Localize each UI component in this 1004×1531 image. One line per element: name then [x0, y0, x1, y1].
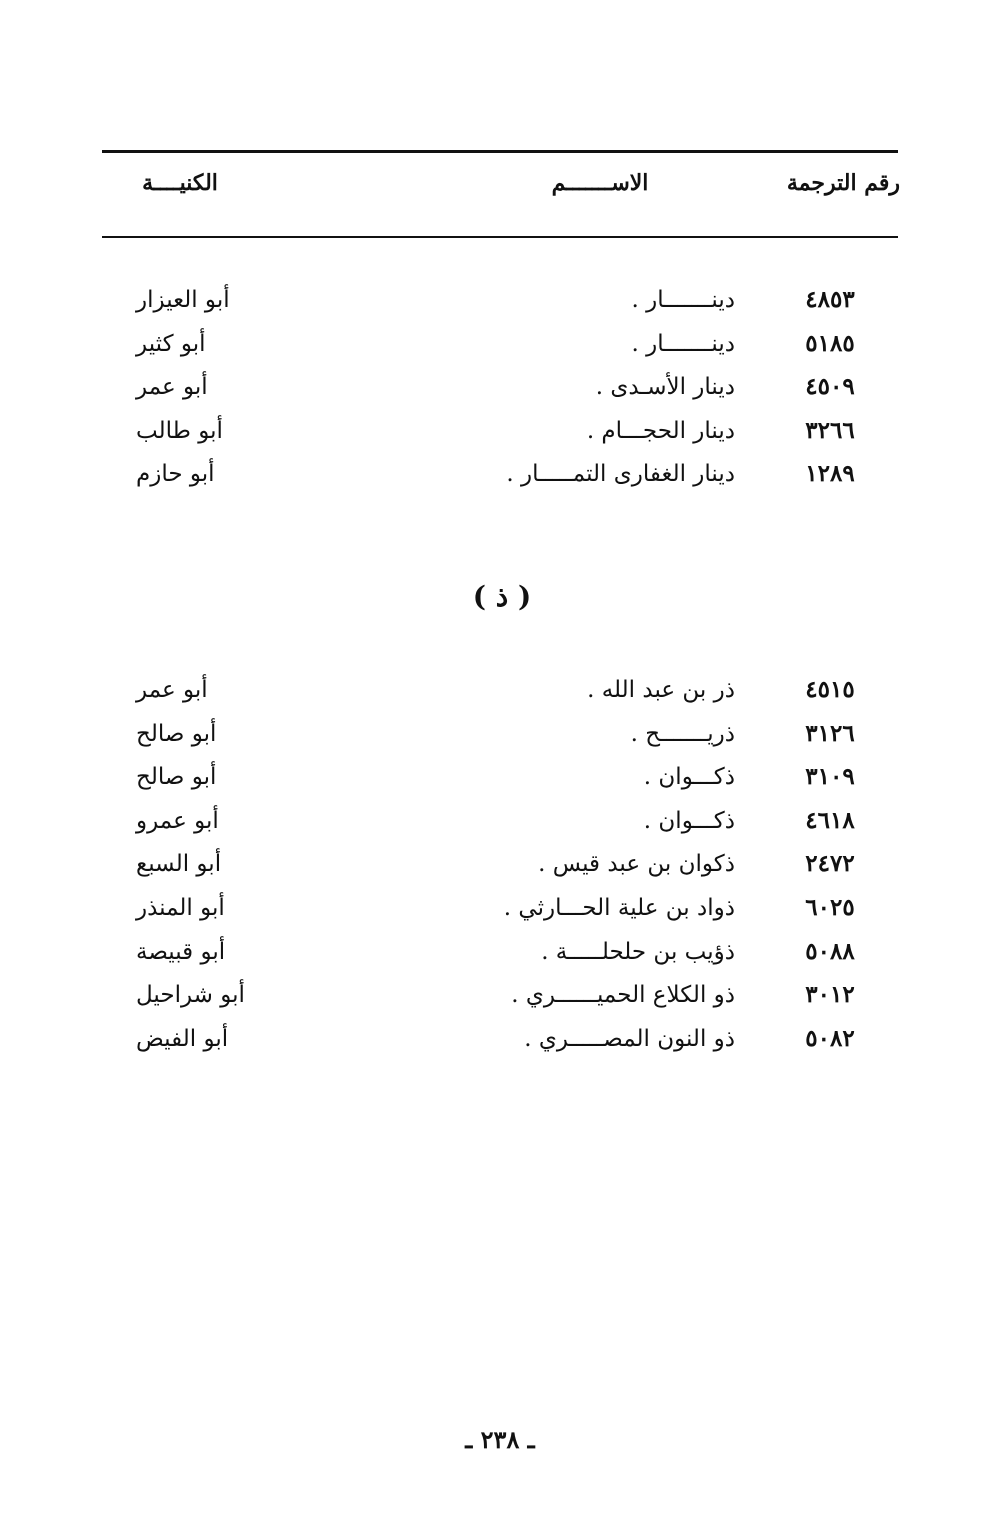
entry-name: دينار الأسـدى . — [595, 374, 735, 401]
entry-kunya: أبو المنذر — [136, 894, 225, 921]
entry-kunya: أبو قبيصة — [136, 938, 226, 965]
entry-name: دينـــــــار . — [631, 287, 735, 313]
entry-number: ١٢٨٩ — [805, 460, 855, 488]
entry-kunya: أبو عمر — [136, 374, 208, 401]
table-row — [100, 369, 900, 413]
entry-number: ٥٠٨٨ — [805, 937, 855, 965]
entry-name: دينـــــــار . — [631, 330, 735, 357]
entry-name: ذواد بن علية الحـــارثي . — [503, 894, 735, 921]
table-row — [100, 803, 900, 847]
table-row — [100, 413, 900, 457]
entry-name: ذو الكلاع الحميــــــري . — [511, 982, 735, 1009]
entry-number: ٥١٨٥ — [805, 329, 855, 357]
entry-kunya: أبو عمر — [136, 677, 208, 703]
entry-kunya: أبو السبع — [136, 851, 222, 878]
table-row — [100, 456, 900, 500]
entry-name: دينار الغفارى التمـــــار . — [506, 461, 735, 488]
entry-name: ذكـــوان . — [643, 764, 735, 791]
entry-name: ذكوان بن عبد قيس . — [538, 851, 735, 878]
entry-number: ٥٠٨٢ — [805, 1024, 855, 1052]
table-row — [100, 672, 900, 716]
table-row — [100, 934, 900, 978]
entry-kunya: أبو الفيض — [136, 1025, 229, 1052]
table-row — [100, 1021, 900, 1065]
entry-number: ٢٤٧٢ — [805, 850, 855, 878]
entry-number: ٤٥٠٩ — [805, 373, 855, 401]
table-row — [100, 326, 900, 370]
column-header-kunya: الكنيــــة — [142, 170, 218, 196]
header-top-rule — [102, 150, 898, 153]
column-header-name: الاســـــــم — [551, 170, 649, 196]
entry-number: ٤٦١٨ — [805, 806, 855, 834]
entry-name: ذكـــوان . — [643, 807, 735, 834]
entry-number: ٤٥١٥ — [805, 676, 855, 703]
table-row — [100, 282, 900, 326]
table-row — [100, 716, 900, 760]
entry-kunya: أبو صالح — [136, 764, 217, 791]
entry-number: ٣٠١٢ — [805, 981, 855, 1009]
entry-name: ذو النون المصـــــري . — [524, 1025, 735, 1052]
entry-kunya: أبو العيزار — [136, 287, 230, 313]
entry-kunya: أبو حازم — [136, 461, 215, 488]
entry-kunya: أبو طالب — [136, 417, 223, 444]
entries-block-dal — [100, 282, 900, 500]
table-row — [100, 759, 900, 803]
table-row — [100, 977, 900, 1021]
column-header-number: رقم الترجمة — [786, 170, 900, 196]
entry-name: ذريـــــــح . — [630, 720, 735, 747]
entry-kunya: أبو كثير — [136, 330, 206, 357]
table-row — [100, 846, 900, 890]
table-row — [100, 890, 900, 934]
entry-number: ٤٨٥٣ — [805, 286, 855, 313]
section-letter-heading: ( ذ ) — [472, 580, 532, 613]
entry-number: ٣٢٦٦ — [805, 416, 855, 444]
header-bottom-rule — [102, 236, 898, 238]
page-number: ـ ٢٣٨ ـ — [465, 1425, 535, 1454]
entries-block-dhal — [100, 672, 900, 1064]
entry-name: دينار الحجـــام . — [586, 417, 735, 444]
entry-name: ذؤيب بن حلحلـــــة . — [541, 938, 735, 965]
entry-number: ٣١٠٩ — [805, 763, 855, 791]
entry-kunya: أبو عمرو — [136, 807, 219, 834]
entry-number: ٦٠٢٥ — [805, 893, 855, 921]
entry-kunya: أبو صالح — [136, 720, 217, 747]
entry-number: ٣١٢٦ — [805, 719, 855, 747]
entry-name: ذر بن عبد الله . — [587, 677, 735, 703]
entry-kunya: أبو شراحيل — [136, 982, 245, 1009]
